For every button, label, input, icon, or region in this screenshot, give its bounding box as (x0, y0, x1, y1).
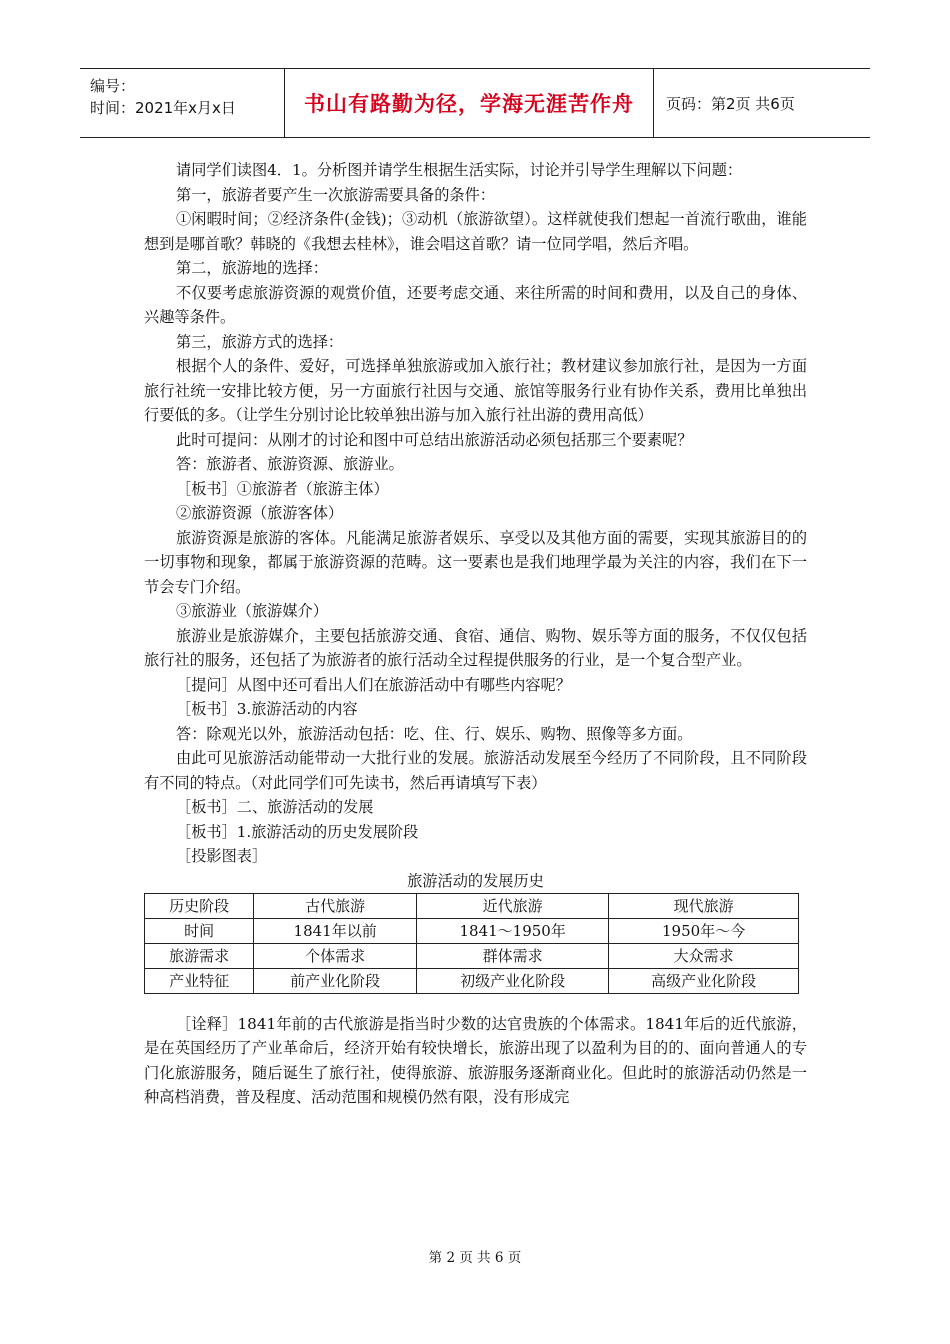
history-table (144, 893, 799, 994)
document-body (144, 158, 807, 1110)
paragraph: ［板书］①旅游者（旅游主体） (176, 479, 389, 498)
paragraph: 答：除观光以外，旅游活动包括：吃、住、行、娱乐、购物、照像等多方面。 (176, 724, 693, 743)
table-header-cell: 历史阶段 (145, 893, 254, 918)
paragraph: ［板书］二、旅游活动的发展 (176, 798, 374, 816)
table-header-cell: 近代旅游 (417, 893, 609, 918)
paragraph: ［投影图表］ (176, 847, 268, 865)
table-cell: 前产业化阶段 (254, 968, 417, 993)
header-divider (653, 69, 654, 137)
paragraph: ②旅游资源（旅游客体） (176, 504, 344, 522)
table-cell: 1841年以前 (254, 918, 417, 943)
paragraph: 由此可见旅游活动能带动一大批行业的发展。旅游活动发展至今经历了不同阶段，且不同阶段有不同的特点。（对此同学们可先读书，然后再请填写下表） (144, 749, 807, 792)
paragraph: ［板书］1.旅游活动的历史发展阶段 (176, 822, 419, 841)
paragraph: 根据个人的条件、爱好，可选择单独旅游或加入旅行社；教材建议参加旅行社，是因为一方面旅行社统一安排比较方便，另一方面旅行社因与交通、旅馆等服务行业有协作关系，费用比单独出行要低的多。（让学生分别讨论比较单独出游与加入旅行社出游的费用高低） (144, 357, 807, 424)
date-label: 时间：2021年x月x日 (90, 99, 236, 117)
paragraph: ①闲暇时间；②经济条件(金钱)；③动机（旅游欲望）。这样就使我们想起一首流行歌曲，谁能想到是哪首歌？韩晓的《我想去桂林》，谁会唱这首歌？请一位同学唱，然后齐唱。 (144, 210, 807, 253)
paragraph: 此时可提问：从刚才的讨论和图中可总结出旅游活动必须包括那三个要素呢？ (176, 430, 693, 449)
table-header-cell: 现代旅游 (609, 893, 799, 918)
page-header (80, 68, 870, 138)
paragraph: 旅游业是旅游媒介，主要包括旅游交通、食宿、通信、购物、娱乐等方面的服务，不仅仅包括旅行社的服务，还包括了为旅游者的旅行活动全过程提供服务的行业，是一个复合型产业。 (144, 626, 807, 669)
paragraph: 请同学们读图4．1。分析图并请学生根据生活实际，讨论并引导学生理解以下问题： (176, 161, 743, 179)
table-cell: 高级产业化阶段 (609, 968, 799, 993)
table-cell: 大众需求 (609, 943, 799, 968)
paragraph: 不仅要考虑旅游资源的观赏价值，还要考虑交通、来往所需的时间和费用，以及自己的身体、兴趣等条件。 (144, 283, 807, 326)
paragraph: 第一，旅游者要产生一次旅游需要具备的条件： (176, 185, 495, 204)
paragraph: ③旅游业（旅游媒介） (176, 602, 328, 620)
table-cell: 时间 (145, 918, 254, 943)
paragraph: ［提问］从图中还可看出人们在旅游活动中有哪些内容呢？ (176, 675, 571, 694)
table-title: 旅游活动的发展历史 (407, 871, 544, 890)
table-row (145, 918, 799, 943)
table-cell: 个体需求 (254, 943, 417, 968)
paragraph: 第二，旅游地的选择： (176, 259, 328, 277)
table-cell: 产业特征 (145, 968, 254, 993)
table-cell: 群体需求 (417, 943, 609, 968)
header-page-number: 页码：第2页 共6页 (666, 94, 795, 113)
paragraph: 旅游资源是旅游的客体。凡能满足旅游者娱乐、享受以及其他方面的需要，实现其旅游目的的一切事物和现象，都属于旅游资源的范畴。这一要素也是我们地理学最为关注的内容，我们在下一节会专门介绍。 (144, 528, 807, 596)
paragraph: 第三，旅游方式的选择： (176, 332, 344, 351)
page-footer: 第 2 页 共 6 页 (428, 1250, 522, 1266)
table-header-cell: 古代旅游 (254, 893, 417, 918)
table-row (145, 943, 799, 968)
number-label: 编号： (90, 77, 136, 95)
table-cell: 1950年～今 (609, 918, 799, 943)
table-cell: 1841～1950年 (417, 918, 609, 943)
table-cell: 初级产业化阶段 (417, 968, 609, 993)
table-row (145, 893, 799, 918)
paragraph: ［板书］3.旅游活动的内容 (176, 700, 358, 718)
header-info (90, 75, 236, 119)
paragraph: 答：旅游者、旅游资源、旅游业。 (176, 455, 404, 473)
table-cell: 旅游需求 (145, 943, 254, 968)
table-row (145, 968, 799, 993)
header-motto: 书山有路勤为径，学海无涯苦作舟 (304, 92, 634, 116)
paragraph: ［诠释］1841年前的古代旅游是指当时少数的达官贵族的个体需求。1841年后的近代旅游，是在英国经历了产业革命后，经济开始有较快增长，旅游出现了以盈利为目的的、面向普通人的专门化旅游服务，随后诞生了旅行社，使得旅游、旅游服务逐渐商业化。但此时的旅游活动仍然是一种高档消费，普及程度、活动范围和规模仍然有限，没有形成完 (144, 1014, 807, 1106)
